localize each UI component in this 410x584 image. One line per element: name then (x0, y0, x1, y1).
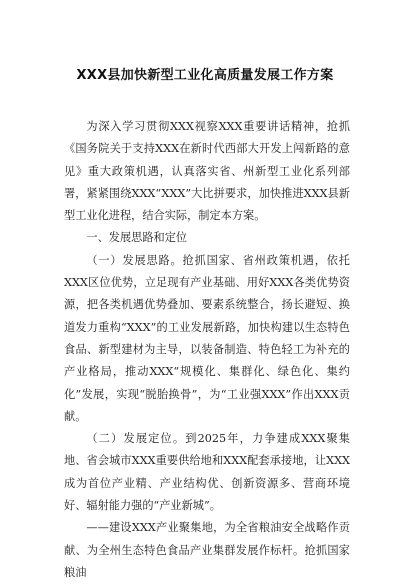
document-title: XXX县加快新型工业化高质量发展工作方案 (76, 68, 334, 83)
development-positioning-paragraph: （二）发展定位。到2025年，力争建成XXX聚集地、省会城市XXX重要供给地和XXX配套承接地，让XXX成为首位产业精、产业结构优、创新资源多、营商环境好、辐射能力强的“产业新城”。 (64, 432, 350, 513)
section-heading: 一、发展思路和定位 (86, 231, 188, 245)
development-approach-paragraph: （一）发展思路。抢抓国家、省州政策机遇，依托XXX区位优势，立足现有产业基础、用好XXX各类优势资源，把各类机遇优势叠加、要素系统整合，扬长避短、换道发力重构“XXX”的工业发展新路，加快构建以生态特色食品、新型建材为主导，以装备制造、特色轻工为补充的产业格局，推动XXX“规模化、集群化、绿色化、集约化”发展，实现“脱胎换骨”，为“工业强XXX”作出XXX贡献。 (64, 253, 350, 423)
document-body (64, 116, 350, 584)
intro-paragraph: 为深入学习贯彻XXX视察XXX重要讲话精神，抢抓《国务院关于支持XXX在新时代西部大开发上闯新路的意见》重大政策机遇，认真落实省、州新型工业化系列部署，紧紧围绕XXX“XXX”大比拼要求，加快推进XXX县新型工业化进程，结合实际，制定本方案。 (64, 120, 350, 223)
industry-cluster-paragraph: ——建设XXX产业聚集地，为全省粮油安全战略作贡献、为全州生态特色食品产业集群发展作标杆。抢抓国家粮油 (64, 521, 350, 579)
